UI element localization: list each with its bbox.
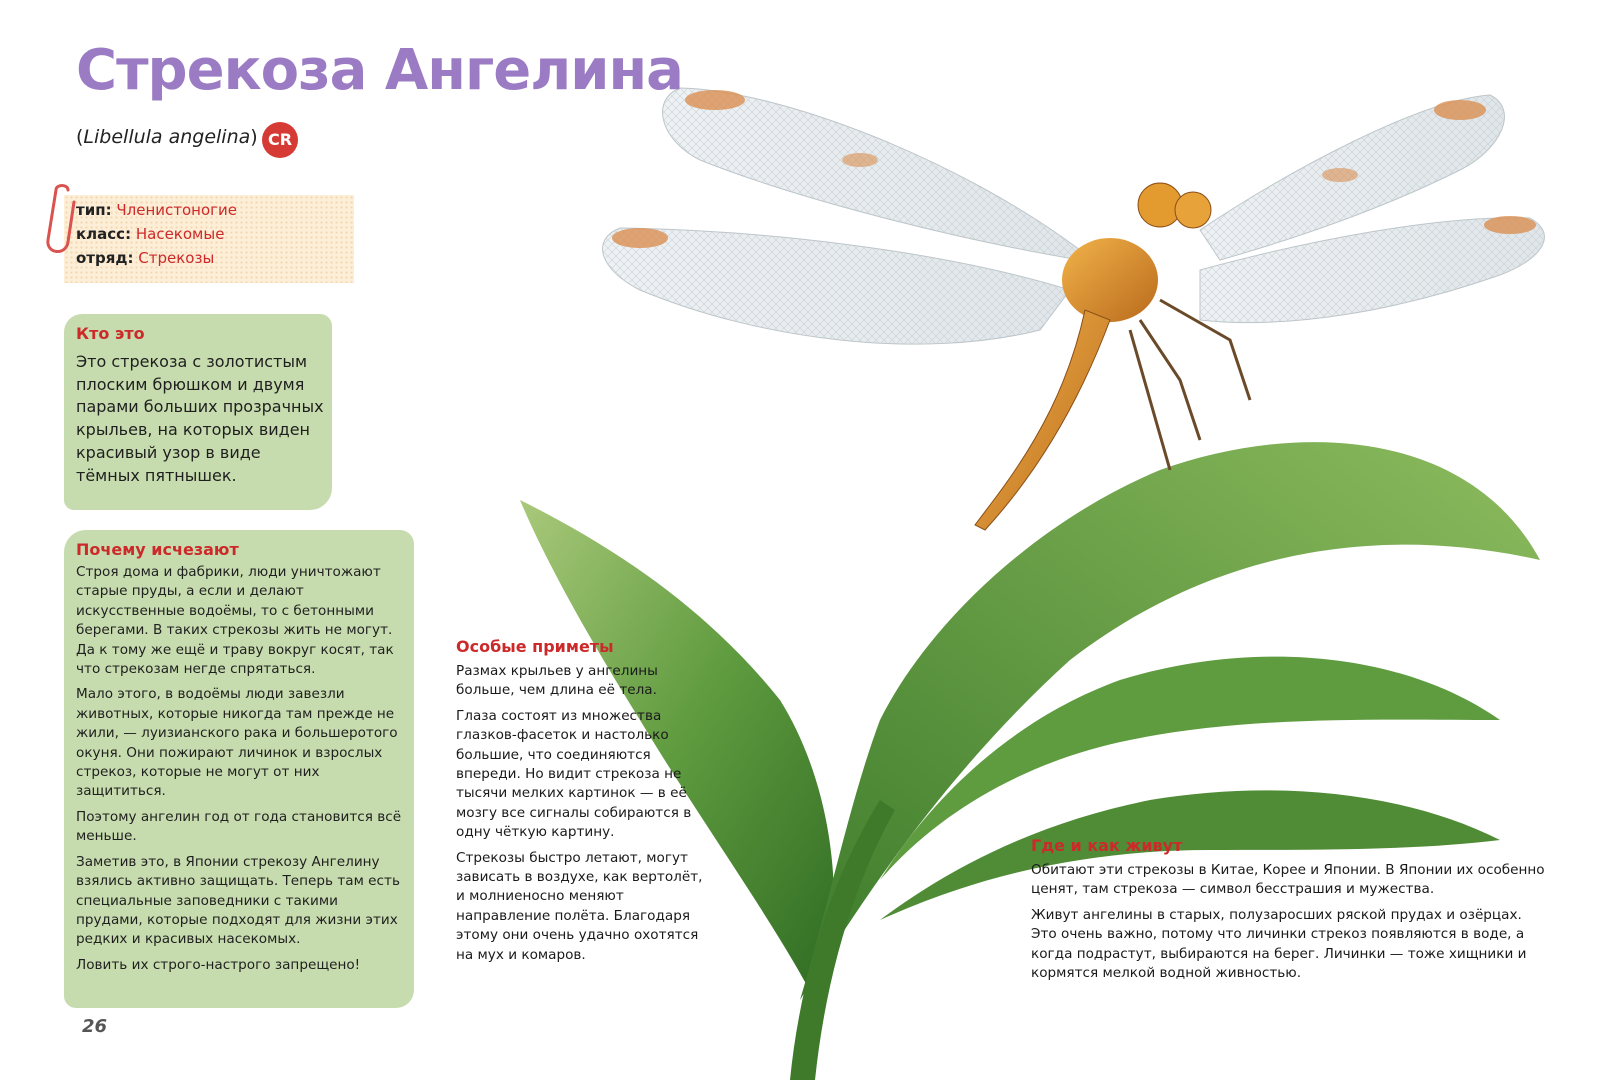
taxonomy-value: Насекомые <box>135 225 225 243</box>
page-title: Стрекоза Ангелина <box>76 38 683 103</box>
taxonomy-value: Стрекозы <box>138 249 215 267</box>
taxonomy-value: Членистоногие <box>116 201 238 219</box>
paragraph: Живут ангелины в старых, полузаросших ряской прудах и озёрцах. Это очень важно, потому что личинки стрекоз появляются в воде, а когда подрастут, выбираются на берег. Личинки — тоже хищники и кормятся мелкой водной живностью. <box>1031 906 1527 982</box>
paragraph: Глаза состоят из множества глазков-фасеток и настолько большие, что соединяются впереди. Но видит стрекоза не тысячи мелких картинок — в её мозгу все сигналы собираются в одну чёткую картину. <box>456 707 692 841</box>
paragraph: Стрекозы быстро летают, могут зависать в воздухе, как вертолёт, и молниеносно меняют направление полёта. Благодаря этому они очень удачно охотятся на мух и комаров. <box>456 849 703 963</box>
paragraph: Мало этого, в водоёмы люди завезли животных, которые никогда там прежде не жили, — луизианского рака и большеротого окуня. Они пожирают личинок и взрослых стрекоз, которые не могут от них защититься. <box>76 686 398 800</box>
taxonomy-row-order <box>76 249 214 267</box>
taxonomy-key: отряд: <box>76 249 134 267</box>
latin-close-paren: ) <box>250 126 258 148</box>
conservation-status-badge: CR <box>262 122 298 158</box>
special-features-text <box>456 662 706 971</box>
paperclip-icon <box>38 182 82 262</box>
why-disappearing-panel <box>64 530 414 1008</box>
taxonomy-row-type <box>76 201 237 219</box>
paragraph: Строя дома и фабрики, люди уничтожают старые пруды, а если и делают искусственные водоёмы, то с бетонными берегами. В таких стрекозы жить не могут. Да к тому же ещё и траву вокруг косят, так что стрекозам негде спрятаться. <box>76 564 394 678</box>
paragraph: Обитают эти стрекозы в Китае, Корее и Японии. В Японии их особенно ценят, там стрекоза — символ бесстрашия и мужества. <box>1031 862 1545 898</box>
latin-open-paren: ( <box>76 126 84 148</box>
who-is-it-heading: Кто это <box>76 324 145 343</box>
paragraph: Размах крыльев у ангелины больше, чем длина её тела. <box>456 663 658 699</box>
why-disappearing-text <box>76 563 406 981</box>
why-disappearing-heading: Почему исчезают <box>76 540 239 559</box>
latin-name-text: Libellula angelina <box>83 126 251 148</box>
paragraph: Заметив это, в Японии стрекозу Ангелину взялись активно защищать. Теперь там есть специальные заповедники с такими прудами, которые подходят для жизни этих редких и красивых насекомых. <box>76 853 400 948</box>
page-number: 26 <box>82 1016 108 1037</box>
taxonomy-key: тип: <box>76 201 112 219</box>
habitat-text <box>1031 861 1551 989</box>
who-is-it-panel <box>64 314 332 510</box>
taxonomy-box <box>64 195 354 283</box>
special-features-heading: Особые приметы <box>456 637 614 656</box>
paragraph: Поэтому ангелин год от года становится всё меньше. <box>76 808 402 845</box>
paragraph: Ловить их строго-настрого запрещено! <box>76 956 361 973</box>
habitat-heading: Где и как живут <box>1031 836 1183 855</box>
latin-name <box>76 126 258 148</box>
who-is-it-text: Это стрекоза с золотистым плоским брюшком и двумя парами больших прозрачных крыльев, на которых виден красивый узор в виде тёмных пятнышек. <box>76 352 324 485</box>
taxonomy-key: класс: <box>76 225 132 243</box>
taxonomy-row-class <box>76 225 224 243</box>
